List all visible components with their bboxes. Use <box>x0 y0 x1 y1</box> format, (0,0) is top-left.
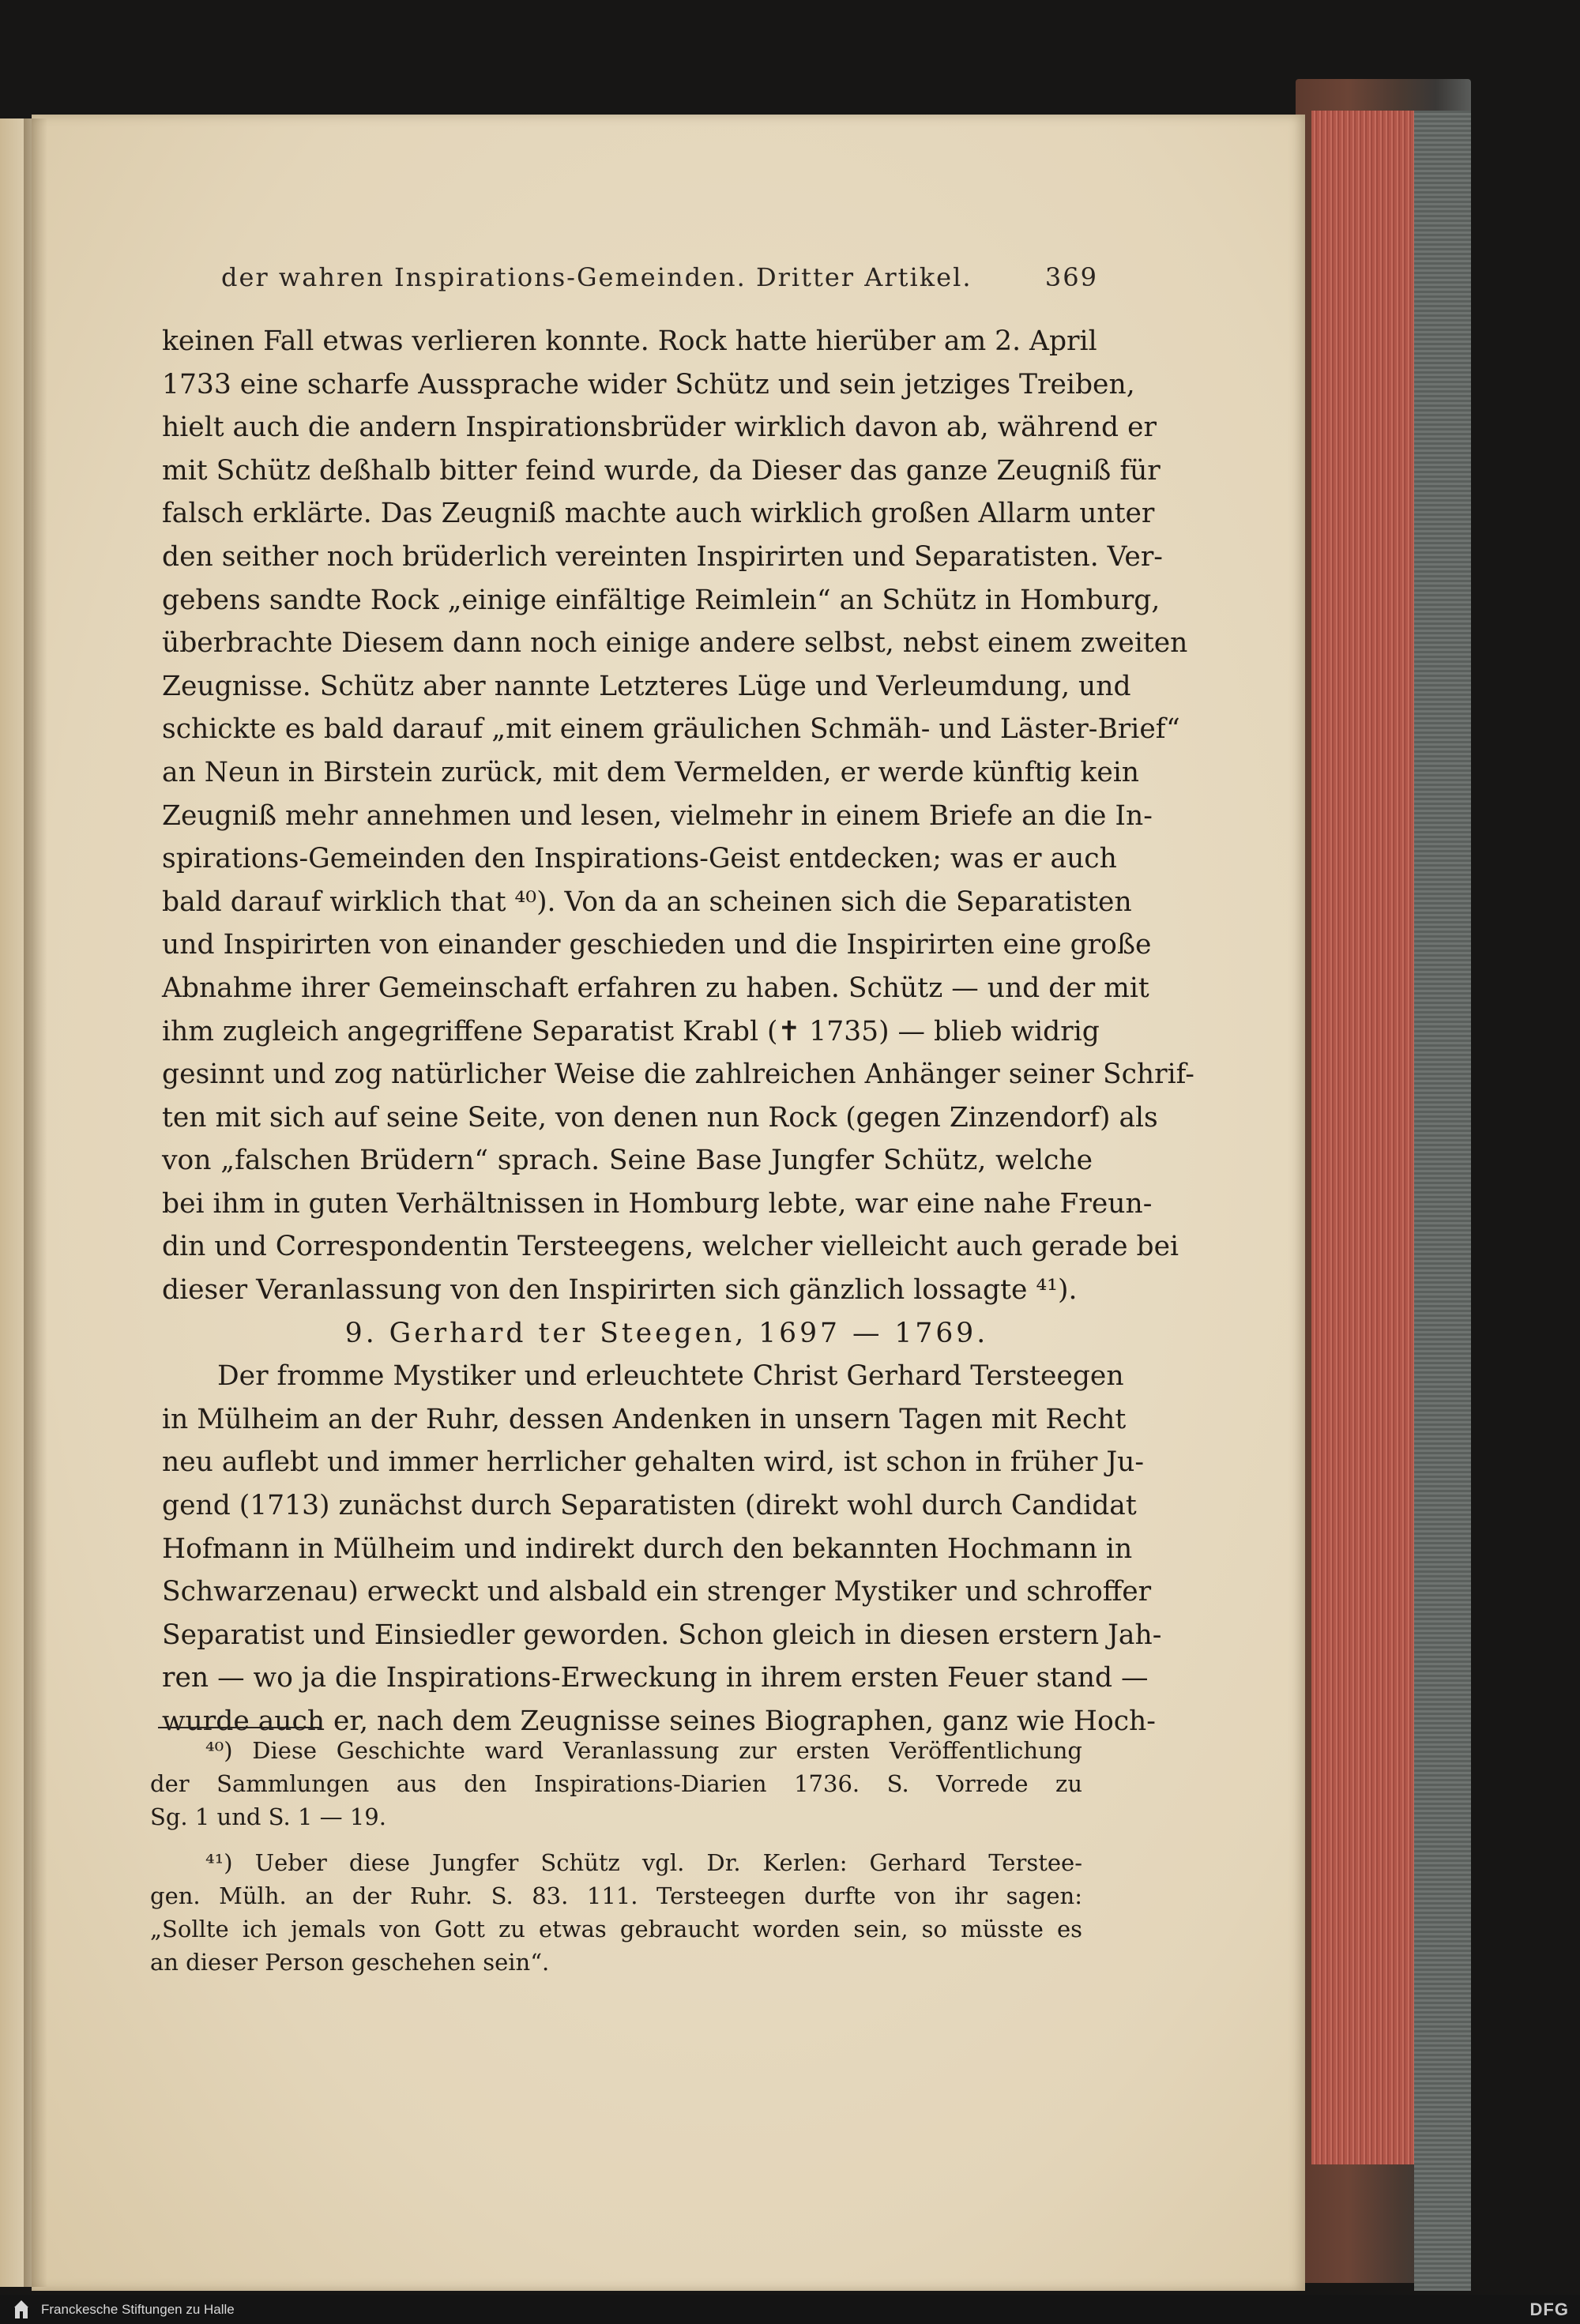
footer-bar <box>0 2295 1580 2324</box>
text-line: keinen Fall etwas verlieren konnte. Rock hatte hierüber am 2. April <box>162 325 1097 357</box>
running-head <box>221 262 1098 292</box>
text-line: 1733 eine scharfe Aussprache wider Schütz und sein jetziges Treiben, <box>162 368 1135 400</box>
text-line: bei ihm in guten Verhältnissen in Homburg lebte, war eine nahe Freun- <box>162 1187 1153 1220</box>
institution-name: Franckesche Stiftungen zu Halle <box>41 2301 235 2317</box>
footnote-line: an dieser Person geschehen sein“. <box>150 1949 550 1976</box>
section-title: 9. Gerhard ter Steegen, 1697 — 1769. <box>344 1317 989 1349</box>
text-line: neu auflebt und immer herrlicher gehalten wird, ist schon in früher Ju- <box>162 1446 1145 1479</box>
page-edges <box>1311 111 1422 2164</box>
footnote-line: „Sollte ich jemals von Gott zu etwas gebraucht worden sein, so müsste es <box>150 1916 1082 1942</box>
text-line: Separatist und Einsiedler geworden. Schon gleich in diesen erstern Jah- <box>162 1619 1162 1651</box>
text-line: an Neun in Birstein zurück, mit dem Vermelden, er werde künftig kein <box>162 756 1139 788</box>
text-line: dieser Veranlassung von den Inspirirten sich gänzlich lossagte ⁴¹). <box>162 1274 1078 1307</box>
text-line: überbrachte Diesem dann noch einige andere selbst, nebst einem zweiten <box>162 627 1188 660</box>
text-line: Zeugnisse. Schütz aber nannte Letzteres Lüge und Verleumdung, und <box>162 670 1131 702</box>
text-line: ten mit sich auf seine Seite, von denen nun Rock (gegen Zinzendorf) als <box>162 1101 1158 1134</box>
text-line: wurde auch er, nach dem Zeugnisse seines Biographen, ganz wie Hoch- <box>162 1705 1156 1737</box>
text-line: spirations-Gemeinden den Inspirations-Geist entdecken; was er auch <box>162 843 1117 875</box>
footnotes <box>150 1734 1082 1979</box>
footnote-rule <box>158 1727 320 1728</box>
dfg-badge: DFG <box>1529 2299 1569 2319</box>
footnote-line: Sg. 1 und S. 1 — 19. <box>150 1803 386 1830</box>
text-line: ren — wo ja die Inspirations-Erweckung in ihrem ersten Feuer stand — <box>162 1662 1149 1694</box>
cover-cloth <box>1414 111 1471 2291</box>
text-line: in Mülheim an der Ruhr, dessen Andenken in unsern Tagen mit Recht <box>162 1403 1127 1435</box>
text-line: bald darauf wirklich that ⁴⁰). Von da an scheinen sich die Separatisten <box>162 886 1132 918</box>
institution-logo-icon <box>13 2300 30 2320</box>
footnote-line: gen. Mülh. an der Ruhr. S. 83. 111. Tersteegen durfte von ihr sagen: <box>150 1882 1082 1909</box>
text-line: hielt auch die andern Inspirationsbrüder wirklich davon ab, während er <box>162 412 1157 444</box>
body-text <box>162 320 1194 1743</box>
text-line: Abnahme ihrer Gemeinschaft erfahren zu haben. Schütz — und der mit <box>162 972 1149 1004</box>
text-line: ihm zugleich angegriffene Separatist Krabl (✝ 1735) — blieb widrig <box>162 1015 1100 1047</box>
footnote-line: ⁴⁰) Diese Geschichte ward Veranlassung zur ersten Veröffentlichung <box>205 1737 1082 1764</box>
text-line: den seither noch brüderlich vereinten Inspirirten und Separatisten. Ver- <box>162 540 1163 573</box>
text-line: Der fromme Mystiker und erleuchtete Christ Gerhard Tersteegen <box>217 1360 1124 1393</box>
footnote-gap <box>150 1833 1082 1846</box>
text-line: gesinnt und zog natürlicher Weise die zahlreichen Anhänger seiner Schrif- <box>162 1059 1194 1091</box>
text-line: Schwarzenau) erweckt und alsbald ein strenger Mystiker und schroffer <box>162 1576 1152 1608</box>
text-line: von „falschen Brüdern“ sprach. Seine Base Jungfer Schütz, welche <box>162 1145 1093 1177</box>
text-line: falsch erklärte. Das Zeugniß machte auch wirklich großen Allarm unter <box>162 498 1155 530</box>
text-line: Hofmann in Mülheim und indirekt durch den bekannten Hochmann in <box>162 1532 1133 1565</box>
running-head-title: der wahren Inspirations-Gemeinden. Dritter Artikel. <box>221 262 972 292</box>
page-number: 369 <box>1044 262 1098 292</box>
footnote-line: der Sammlungen aus den Inspirations-Diarien 1736. S. Vorrede zu <box>150 1770 1082 1797</box>
text-line: schickte es bald darauf „mit einem gräulichen Schmäh- und Läster-Brief“ <box>162 713 1180 746</box>
text-line: gebens sandte Rock „einige einfältige Reimlein“ an Schütz in Homburg, <box>162 584 1161 616</box>
footer-institution <box>0 2300 235 2320</box>
text-line: gend (1713) zunächst durch Separatisten (direkt wohl durch Candidat <box>162 1490 1137 1522</box>
text-line: Zeugniß mehr annehmen und lesen, vielmehr in einem Briefe an die In- <box>162 799 1153 832</box>
footnote-line: ⁴¹) Ueber diese Jungfer Schütz vgl. Dr. Kerlen: Gerhard Terstee- <box>205 1849 1082 1876</box>
text-line: din und Correspondentin Tersteegens, welcher vielleicht auch gerade bei <box>162 1231 1179 1263</box>
gutter-shadow <box>24 118 47 2287</box>
text-line: und Inspirirten von einander geschieden und die Inspirirten eine große <box>162 929 1152 961</box>
text-line: mit Schütz deßhalb bitter feind wurde, da Dieser das ganze Zeugniß für <box>162 454 1161 487</box>
